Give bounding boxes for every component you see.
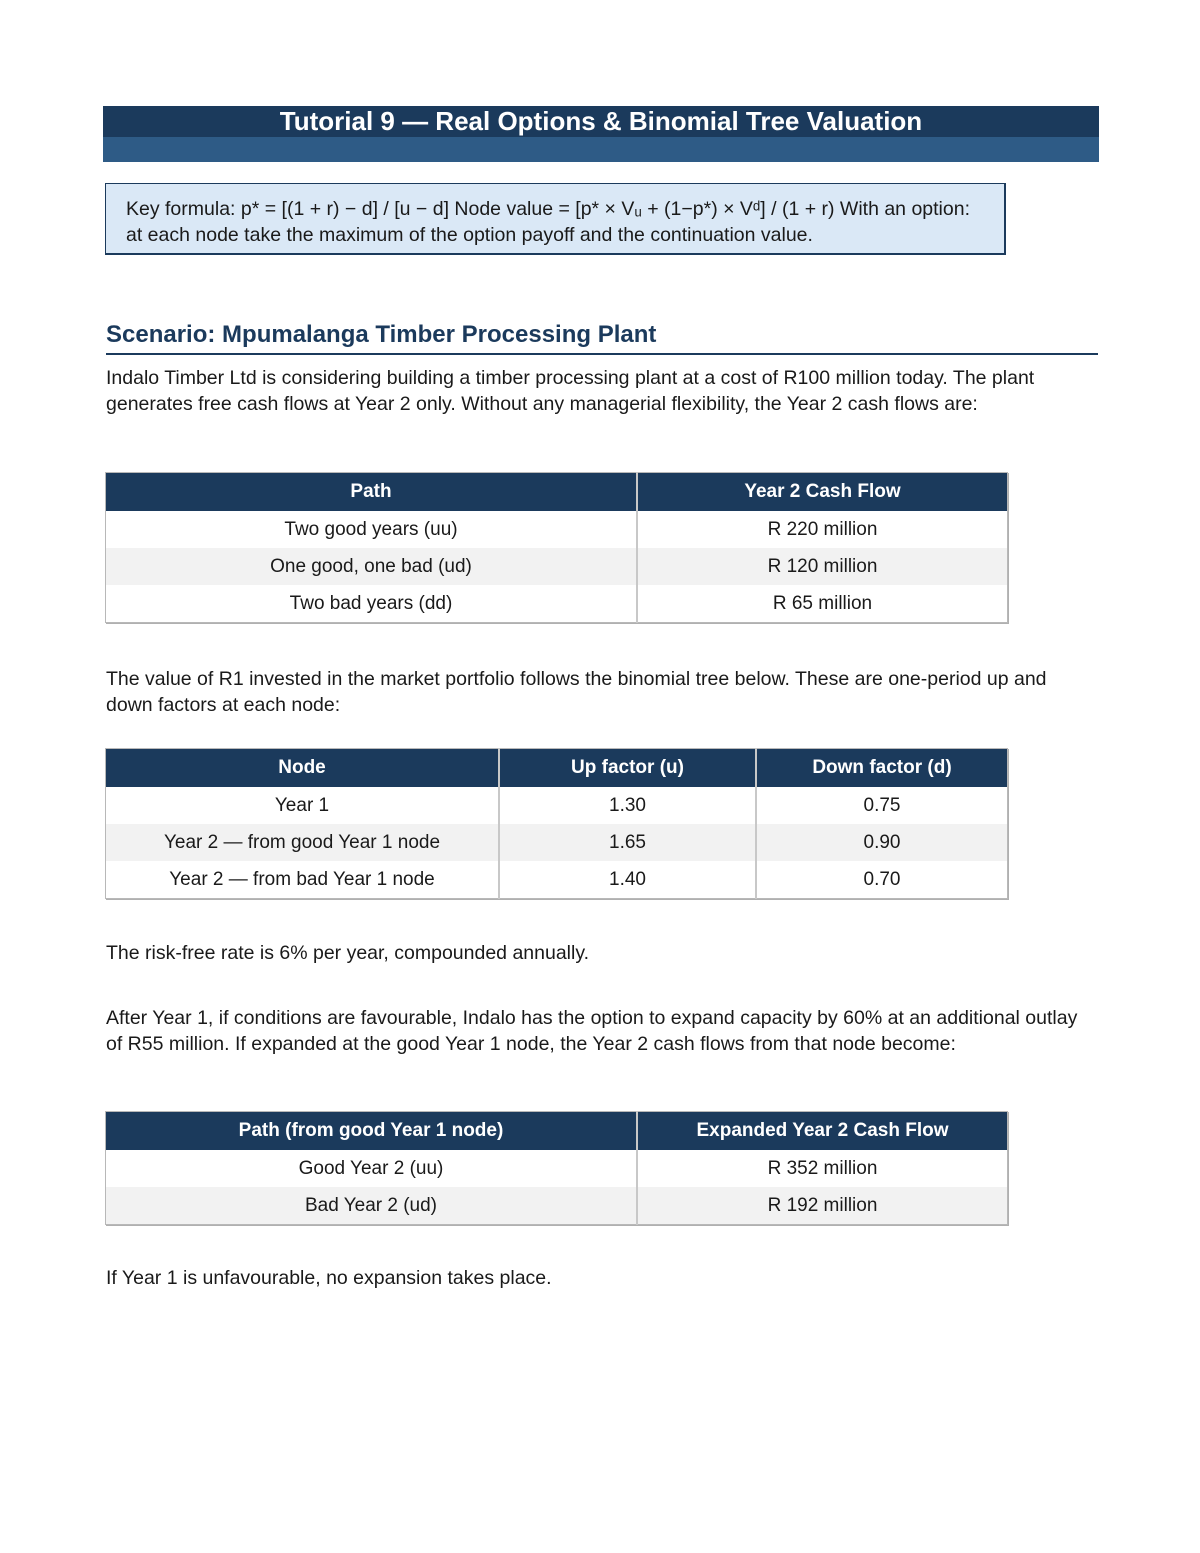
scenario-intro-paragraph: Indalo Timber Ltd is considering building a timber processing plant at a cost of R100 million today. The plant generates free cash flows at Year 2 only. Without any managerial flexibility, the Year 2 cash flows are: [106,367,1035,415]
table-row [106,1150,1008,1187]
table-cell: Two good years (uu) [106,511,638,548]
table-cell: 0.90 [756,824,1008,861]
table-cell: 1.40 [499,861,756,899]
table-cell: 0.75 [863,794,901,816]
table-cell: 0.70 [863,868,901,890]
scenario-heading: Scenario: Mpumalanga Timber Processing Plant [106,321,1098,355]
table-row [106,1187,1008,1225]
column-header-path-from-good-node: Path (from good Year 1 node) [106,1112,638,1151]
column-header-up-factor: Up factor (u) [499,749,756,788]
table-cell: 1.65 [499,824,756,861]
table-cell: Good Year 2 (uu) [106,1150,638,1187]
factor-table [105,748,1008,899]
table-row [106,511,1008,548]
title-banner [103,106,1099,162]
table-cell: R 120 million [637,548,1008,585]
page-title: Tutorial 9 — Real Options & Binomial Tree Valuation [103,106,1099,137]
table-cell: R 352 million [767,1157,878,1179]
table-cell: R 192 million [637,1187,1008,1225]
key-formula-box: Key formula: p* = [(1 + r) − d] / [u − d] Node value = [p* × Vᵤ + (1−p*) × Vᵈ] / (1 + r) With an option: at each node take the maximum of the option payoff and the continuation value. [105,183,1006,255]
table-cell: Year 1 [106,787,500,824]
table-row [106,824,1008,861]
column-header-down-factor: Down factor (d) [756,749,1008,788]
market-intro-paragraph: The value of R1 invested in the market portfolio follows the binomial tree below. These are one-period up and down factors at each node: [106,668,1047,716]
table-cell: 1.30 [499,787,756,824]
table-row [106,861,1008,899]
table-cell: One good, one bad (ud) [106,548,638,585]
table-row [106,585,1008,623]
table-cell: R 220 million [767,518,878,540]
table-row [106,787,1008,824]
risk-free-paragraph: The risk-free rate is 6% per year, compounded annually. [106,942,590,964]
table-cell: Year 2 — from bad Year 1 node [106,861,500,899]
column-header-path: Path [106,473,638,512]
table-cell: Bad Year 2 (ud) [106,1187,638,1225]
table-cell: Year 2 — from good Year 1 node [106,824,500,861]
table-row [106,548,1008,585]
table-cell: Two bad years (dd) [106,585,638,623]
expanded-cash-flow-table [105,1111,1008,1225]
table-header-row [106,1112,1008,1151]
title-banner-underbar [103,137,1099,162]
table-cell: R 65 million [772,592,873,614]
column-header-expanded-cash-flow: Expanded Year 2 Cash Flow [637,1112,1008,1151]
cash-flow-table [105,472,1008,623]
table-header-row [106,749,1008,788]
expansion-option-paragraph: After Year 1, if conditions are favourable, Indalo has the option to expand capacity by 60% at an additional outlay of R55 million. If expanded at the good Year 1 node, the Year 2 cash flows from that node become: [106,1007,1078,1055]
closing-paragraph: If Year 1 is unfavourable, no expansion takes place. [106,1267,552,1289]
column-header-year2-cash-flow: Year 2 Cash Flow [637,473,1008,512]
column-header-node: Node [106,749,500,788]
table-header-row [106,473,1008,512]
